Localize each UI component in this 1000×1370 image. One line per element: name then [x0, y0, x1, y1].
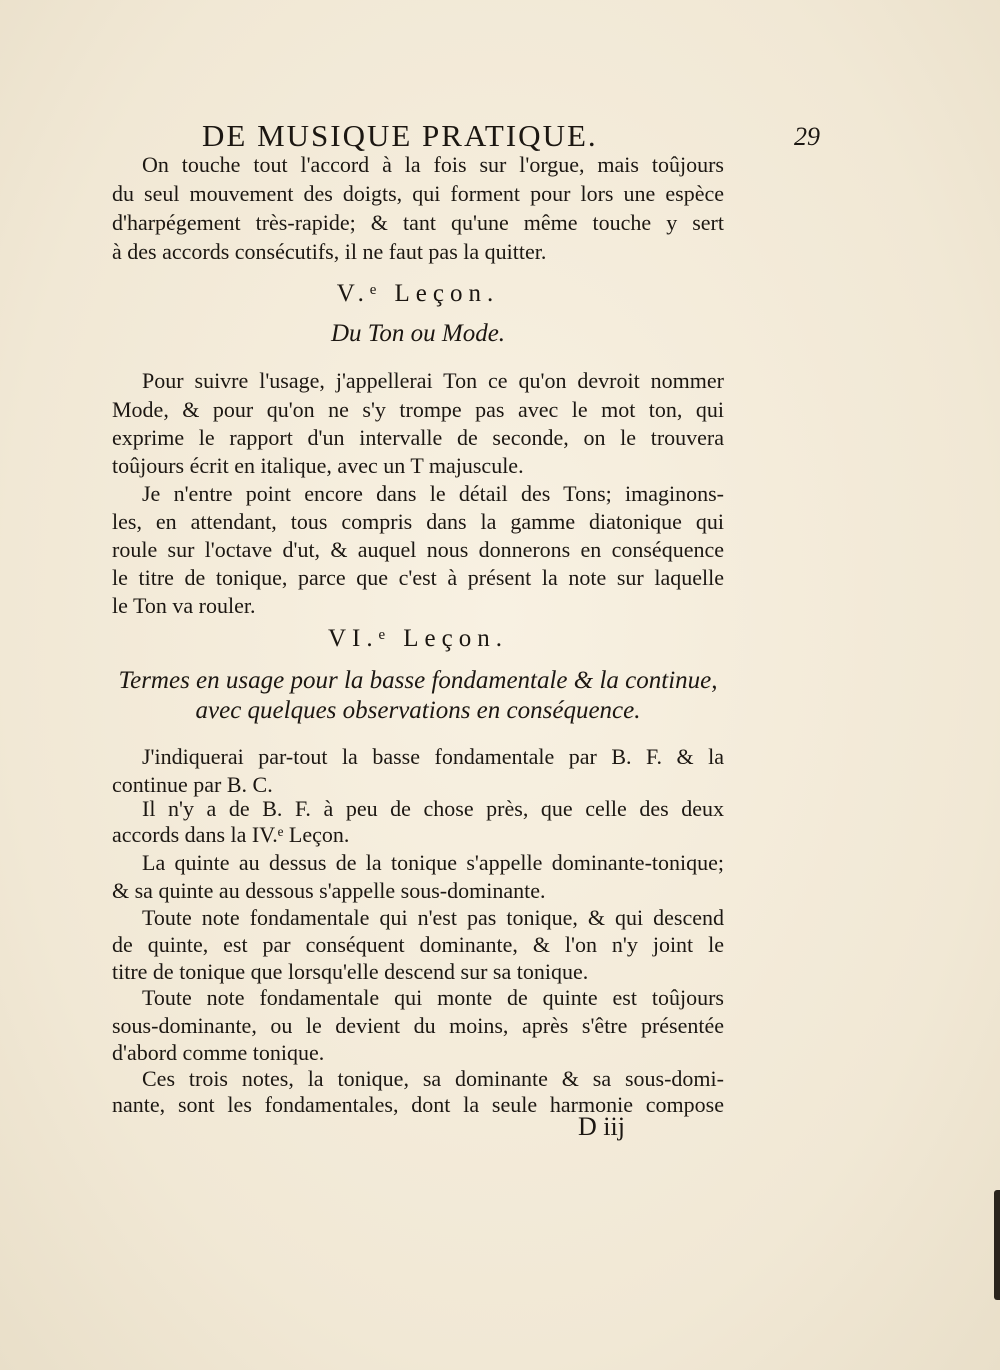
text-line: & sa quinte au dessous s'appelle sous-dominante.: [112, 878, 546, 903]
text-line: La quinte au dessus de la tonique s'appelle dominante-tonique;: [142, 850, 724, 875]
text-line: toûjours écrit en italique, avec un T majuscule.: [112, 453, 524, 478]
text-line: Toute note fondamentale qui n'est pas tonique, & qui descend: [142, 905, 724, 930]
lecon-heading: V.ᵉ Leçon.: [336, 280, 500, 307]
lecon-subtitle: Du Ton ou Mode.: [330, 320, 506, 347]
text-line: accords dans la IV.ᵉ Leçon.: [112, 822, 350, 847]
page-edge-shadow: [994, 1190, 1000, 1300]
page-number: 29: [794, 122, 820, 151]
text-line: le titre de tonique, parce que c'est à présent la note sur laquelle: [112, 565, 724, 590]
text-line: Toute note fondamentale qui monte de quinte est toûjours: [142, 985, 724, 1010]
text-line: de quinte, est par conséquent dominante, & l'on n'y joint le: [112, 932, 724, 957]
text-line: titre de tonique que lorsqu'elle descend sur sa tonique.: [112, 959, 589, 984]
text-line: On touche tout l'accord à la fois sur l'orgue, mais toûjours: [142, 152, 724, 177]
text-line: Mode, & pour qu'on ne s'y trompe pas avec le mot ton, qui: [112, 397, 724, 422]
running-head-title: DE MUSIQUE PRATIQUE.: [202, 118, 598, 153]
text-line: Il n'y a de B. F. à peu de chose près, que celle des deux: [142, 796, 724, 821]
text-line: J'indiquerai par-tout la basse fondamentale par B. F. & la: [142, 744, 724, 769]
lecon-subtitle: Termes en usage pour la basse fondamentale & la continue,: [118, 667, 718, 694]
text-line: du seul mouvement des doigts, qui forment pour lors une espèce: [112, 181, 724, 206]
signature-mark: D iij: [578, 1112, 625, 1141]
text-line: les, en attendant, tous compris dans la gamme diatonique qui: [112, 509, 724, 534]
text-line: exprime le rapport d'un intervalle de seconde, on le trouvera: [112, 425, 724, 450]
text-line: Ces trois notes, la tonique, sa dominante & sa sous-domi-: [142, 1066, 724, 1091]
text-line: à des accords consécutifs, il ne faut pas la quitter.: [112, 239, 547, 264]
text-line: d'harpégement très-rapide; & tant qu'une même touche y sert: [112, 210, 724, 235]
text-line: Je n'entre point encore dans le détail des Tons; imaginons-: [142, 481, 724, 506]
lecon-heading: VI.ᵉ Leçon.: [327, 625, 508, 652]
text-line: Pour suivre l'usage, j'appellerai Ton ce qu'on devroit nommer: [142, 368, 724, 393]
text-line: d'abord comme tonique.: [112, 1040, 325, 1065]
text-line: le Ton va rouler.: [112, 593, 256, 618]
lecon-subtitle: avec quelques observations en conséquence.: [195, 697, 641, 724]
text-line: roule sur l'octave d'ut, & auquel nous donnerons en conséquence: [112, 537, 724, 562]
text-line: continue par B. C.: [112, 772, 273, 797]
text-line: nante, sont les fondamentales, dont la seule harmonie compose: [112, 1092, 724, 1117]
text-line: sous-dominante, ou le devient du moins, après s'être présentée: [112, 1013, 724, 1038]
